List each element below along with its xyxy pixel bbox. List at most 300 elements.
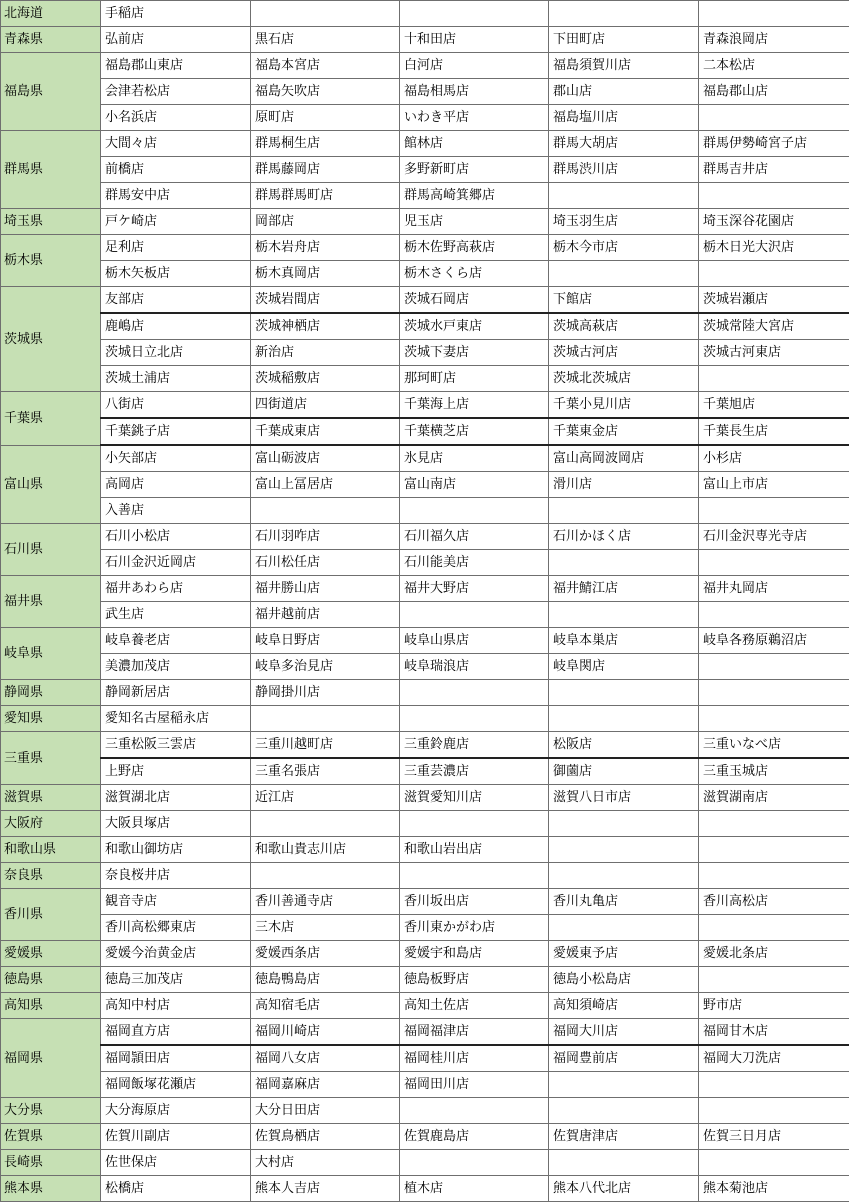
empty-cell bbox=[549, 602, 699, 628]
store-cell: 下館店 bbox=[549, 287, 699, 314]
prefecture-cell: 茨城県 bbox=[1, 287, 101, 392]
prefecture-cell: 北海道 bbox=[1, 1, 101, 27]
store-cell: 徳島小松島店 bbox=[549, 967, 699, 993]
store-cell: 奈良桜井店 bbox=[101, 863, 251, 889]
store-cell: 岐阜関店 bbox=[549, 654, 699, 680]
store-cell: 香川坂出店 bbox=[400, 889, 549, 915]
store-cell: 香川東かがわ店 bbox=[400, 915, 549, 941]
store-cell: 三重松阪三雲店 bbox=[101, 732, 251, 759]
empty-cell bbox=[699, 967, 849, 993]
store-cell: 千葉旭店 bbox=[699, 392, 849, 419]
prefecture-cell: 佐賀県 bbox=[1, 1124, 101, 1150]
prefecture-cell: 高知県 bbox=[1, 993, 101, 1019]
store-cell: 熊本八代北店 bbox=[549, 1176, 699, 1202]
prefecture-cell: 福岡県 bbox=[1, 1019, 101, 1098]
empty-cell bbox=[549, 550, 699, 576]
table-row bbox=[1, 445, 849, 472]
empty-cell bbox=[400, 602, 549, 628]
store-cell: 栃木日光大沢店 bbox=[699, 235, 849, 261]
prefecture-cell: 埼玉県 bbox=[1, 209, 101, 235]
empty-cell bbox=[699, 1150, 849, 1176]
store-cell: 茨城稲敷店 bbox=[251, 366, 400, 392]
table-row bbox=[1, 915, 849, 941]
store-cell: 佐賀鹿島店 bbox=[400, 1124, 549, 1150]
store-cell: 高岡店 bbox=[101, 472, 251, 498]
table-row bbox=[1, 1098, 849, 1124]
empty-cell bbox=[699, 915, 849, 941]
table-row bbox=[1, 811, 849, 837]
store-cell: 滋賀八日市店 bbox=[549, 785, 699, 811]
table-row bbox=[1, 758, 849, 785]
store-cell: 福島本宮店 bbox=[251, 53, 400, 79]
store-cell: 岐阜各務原鵜沼店 bbox=[699, 628, 849, 654]
store-cell: 群馬伊勢崎宮子店 bbox=[699, 131, 849, 157]
table-row bbox=[1, 261, 849, 287]
store-cell: 群馬藤岡店 bbox=[251, 157, 400, 183]
store-cell: 小矢部店 bbox=[101, 445, 251, 472]
empty-cell bbox=[699, 183, 849, 209]
store-cell: 和歌山岩出店 bbox=[400, 837, 549, 863]
store-cell: 茨城高萩店 bbox=[549, 313, 699, 340]
store-cell: 香川善通寺店 bbox=[251, 889, 400, 915]
prefecture-cell: 石川県 bbox=[1, 524, 101, 576]
store-cell: 三重玉城店 bbox=[699, 758, 849, 785]
prefecture-cell: 福島県 bbox=[1, 53, 101, 131]
table-row bbox=[1, 287, 849, 314]
store-cell: 武生店 bbox=[101, 602, 251, 628]
store-cell: 黒石店 bbox=[251, 27, 400, 53]
store-cell: 大分日田店 bbox=[251, 1098, 400, 1124]
empty-cell bbox=[251, 1, 400, 27]
store-cell: 高知須崎店 bbox=[549, 993, 699, 1019]
store-cell: 徳島三加茂店 bbox=[101, 967, 251, 993]
store-cell: 原町店 bbox=[251, 105, 400, 131]
store-cell: 香川高松郷東店 bbox=[101, 915, 251, 941]
store-cell: 千葉海上店 bbox=[400, 392, 549, 419]
store-cell: 石川福久店 bbox=[400, 524, 549, 550]
store-cell: 前橋店 bbox=[101, 157, 251, 183]
table-row bbox=[1, 53, 849, 79]
table-row bbox=[1, 418, 849, 445]
store-list-body bbox=[1, 1, 849, 1202]
store-cell: 群馬安中店 bbox=[101, 183, 251, 209]
empty-cell bbox=[251, 863, 400, 889]
store-cell: 福岡桂川店 bbox=[400, 1045, 549, 1072]
empty-cell bbox=[251, 498, 400, 524]
store-cell: 鹿嶋店 bbox=[101, 313, 251, 340]
table-row bbox=[1, 392, 849, 419]
store-cell: 静岡新居店 bbox=[101, 680, 251, 706]
store-cell: 三重川越町店 bbox=[251, 732, 400, 759]
store-cell: 石川金沢近岡店 bbox=[101, 550, 251, 576]
table-row bbox=[1, 967, 849, 993]
store-cell: 観音寺店 bbox=[101, 889, 251, 915]
store-cell: 茨城神栖店 bbox=[251, 313, 400, 340]
store-cell: 戸ケ崎店 bbox=[101, 209, 251, 235]
store-cell: 滋賀湖南店 bbox=[699, 785, 849, 811]
store-cell: 千葉小見川店 bbox=[549, 392, 699, 419]
store-cell: 栃木真岡店 bbox=[251, 261, 400, 287]
store-cell: 徳島板野店 bbox=[400, 967, 549, 993]
empty-cell bbox=[549, 1098, 699, 1124]
store-cell: 三重鈴鹿店 bbox=[400, 732, 549, 759]
store-cell: 大間々店 bbox=[101, 131, 251, 157]
store-cell: 佐賀唐津店 bbox=[549, 1124, 699, 1150]
store-cell: 愛媛東予店 bbox=[549, 941, 699, 967]
empty-cell bbox=[699, 261, 849, 287]
store-cell: 千葉成東店 bbox=[251, 418, 400, 445]
prefecture-cell: 三重県 bbox=[1, 732, 101, 785]
store-cell: 茨城北茨城店 bbox=[549, 366, 699, 392]
store-cell: 茨城日立北店 bbox=[101, 340, 251, 366]
empty-cell bbox=[699, 602, 849, 628]
empty-cell bbox=[699, 654, 849, 680]
store-cell: 栃木今市店 bbox=[549, 235, 699, 261]
table-row bbox=[1, 183, 849, 209]
store-cell: 氷見店 bbox=[400, 445, 549, 472]
store-cell: 岐阜養老店 bbox=[101, 628, 251, 654]
store-cell: 福井大野店 bbox=[400, 576, 549, 602]
table-row bbox=[1, 1176, 849, 1202]
store-cell: 入善店 bbox=[101, 498, 251, 524]
empty-cell bbox=[699, 837, 849, 863]
table-row bbox=[1, 472, 849, 498]
store-cell: 大分海原店 bbox=[101, 1098, 251, 1124]
table-row bbox=[1, 1019, 849, 1046]
empty-cell bbox=[699, 1072, 849, 1098]
empty-cell bbox=[400, 706, 549, 732]
store-cell: 福岡大刀洗店 bbox=[699, 1045, 849, 1072]
empty-cell bbox=[549, 183, 699, 209]
prefecture-cell: 和歌山県 bbox=[1, 837, 101, 863]
store-cell: 高知土佐店 bbox=[400, 993, 549, 1019]
store-cell: 富山南店 bbox=[400, 472, 549, 498]
prefecture-cell: 岐阜県 bbox=[1, 628, 101, 680]
table-row bbox=[1, 27, 849, 53]
store-cell: 茨城石岡店 bbox=[400, 287, 549, 314]
store-cell: 福井越前店 bbox=[251, 602, 400, 628]
store-cell: 大阪貝塚店 bbox=[101, 811, 251, 837]
store-cell: 四街道店 bbox=[251, 392, 400, 419]
store-cell: 那珂町店 bbox=[400, 366, 549, 392]
empty-cell bbox=[400, 863, 549, 889]
store-cell: 福岡福津店 bbox=[400, 1019, 549, 1046]
store-cell: 三重名張店 bbox=[251, 758, 400, 785]
store-cell: 徳島鴨島店 bbox=[251, 967, 400, 993]
store-cell: 石川小松店 bbox=[101, 524, 251, 550]
store-cell: いわき平店 bbox=[400, 105, 549, 131]
empty-cell bbox=[400, 1, 549, 27]
store-cell: 茨城古河店 bbox=[549, 340, 699, 366]
table-row bbox=[1, 602, 849, 628]
empty-cell bbox=[549, 915, 699, 941]
store-cell: 福岡直方店 bbox=[101, 1019, 251, 1046]
table-row bbox=[1, 340, 849, 366]
prefecture-cell: 静岡県 bbox=[1, 680, 101, 706]
empty-cell bbox=[699, 550, 849, 576]
store-cell: 愛媛今治黄金店 bbox=[101, 941, 251, 967]
table-row bbox=[1, 1, 849, 27]
store-cell: 千葉東金店 bbox=[549, 418, 699, 445]
store-cell: 松阪店 bbox=[549, 732, 699, 759]
store-cell: 茨城下妻店 bbox=[400, 340, 549, 366]
empty-cell bbox=[699, 863, 849, 889]
prefecture-cell: 滋賀県 bbox=[1, 785, 101, 811]
table-row bbox=[1, 680, 849, 706]
empty-cell bbox=[699, 1, 849, 27]
store-cell: 茨城水戸東店 bbox=[400, 313, 549, 340]
store-cell: 友部店 bbox=[101, 287, 251, 314]
empty-cell bbox=[549, 1072, 699, 1098]
store-cell: 岐阜山県店 bbox=[400, 628, 549, 654]
store-cell: 福島塩川店 bbox=[549, 105, 699, 131]
store-cell: 愛媛西条店 bbox=[251, 941, 400, 967]
store-cell: 静岡掛川店 bbox=[251, 680, 400, 706]
table-row bbox=[1, 1045, 849, 1072]
store-cell: 岐阜日野店 bbox=[251, 628, 400, 654]
prefecture-cell: 奈良県 bbox=[1, 863, 101, 889]
store-cell: 福岡甘木店 bbox=[699, 1019, 849, 1046]
store-cell: 多野新町店 bbox=[400, 157, 549, 183]
store-cell: 福島郡山東店 bbox=[101, 53, 251, 79]
store-cell: 十和田店 bbox=[400, 27, 549, 53]
store-cell: 上野店 bbox=[101, 758, 251, 785]
table-row bbox=[1, 889, 849, 915]
store-cell: 群馬吉井店 bbox=[699, 157, 849, 183]
empty-cell bbox=[549, 837, 699, 863]
table-row bbox=[1, 524, 849, 550]
store-cell: 岐阜本巣店 bbox=[549, 628, 699, 654]
store-cell: 足利店 bbox=[101, 235, 251, 261]
store-cell: 新治店 bbox=[251, 340, 400, 366]
store-cell: 福井丸岡店 bbox=[699, 576, 849, 602]
empty-cell bbox=[400, 1098, 549, 1124]
prefecture-cell: 大分県 bbox=[1, 1098, 101, 1124]
store-cell: 茨城岩瀬店 bbox=[699, 287, 849, 314]
prefecture-cell: 長崎県 bbox=[1, 1150, 101, 1176]
empty-cell bbox=[400, 1150, 549, 1176]
table-row bbox=[1, 863, 849, 889]
store-cell: 福島郡山店 bbox=[699, 79, 849, 105]
store-cell: 高知中村店 bbox=[101, 993, 251, 1019]
table-row bbox=[1, 628, 849, 654]
store-cell: 富山上冨居店 bbox=[251, 472, 400, 498]
table-row bbox=[1, 131, 849, 157]
store-cell: 小名浜店 bbox=[101, 105, 251, 131]
table-row bbox=[1, 785, 849, 811]
store-cell: 野市店 bbox=[699, 993, 849, 1019]
store-cell: 群馬渋川店 bbox=[549, 157, 699, 183]
store-cell: 福井あわら店 bbox=[101, 576, 251, 602]
prefecture-cell: 愛知県 bbox=[1, 706, 101, 732]
table-row bbox=[1, 1072, 849, 1098]
empty-cell bbox=[549, 811, 699, 837]
store-cell: 茨城古河東店 bbox=[699, 340, 849, 366]
table-row bbox=[1, 837, 849, 863]
store-cell: 御薗店 bbox=[549, 758, 699, 785]
empty-cell bbox=[699, 366, 849, 392]
empty-cell bbox=[699, 498, 849, 524]
store-cell: 石川松任店 bbox=[251, 550, 400, 576]
prefecture-cell: 福井県 bbox=[1, 576, 101, 628]
store-cell: 愛媛宇和島店 bbox=[400, 941, 549, 967]
store-cell: 千葉横芝店 bbox=[400, 418, 549, 445]
empty-cell bbox=[400, 680, 549, 706]
empty-cell bbox=[549, 680, 699, 706]
store-cell: 佐賀三日月店 bbox=[699, 1124, 849, 1150]
store-cell: 栃木矢板店 bbox=[101, 261, 251, 287]
store-cell: 手稲店 bbox=[101, 1, 251, 27]
store-cell: 佐賀鳥栖店 bbox=[251, 1124, 400, 1150]
store-cell: 館林店 bbox=[400, 131, 549, 157]
store-cell: 福井勝山店 bbox=[251, 576, 400, 602]
table-row bbox=[1, 105, 849, 131]
store-cell: 大村店 bbox=[251, 1150, 400, 1176]
empty-cell bbox=[549, 1150, 699, 1176]
store-cell: 小杉店 bbox=[699, 445, 849, 472]
prefecture-cell: 愛媛県 bbox=[1, 941, 101, 967]
table-row bbox=[1, 993, 849, 1019]
store-cell: 和歌山貴志川店 bbox=[251, 837, 400, 863]
store-cell: 熊本菊池店 bbox=[699, 1176, 849, 1202]
table-row bbox=[1, 1150, 849, 1176]
store-cell: 栃木さくら店 bbox=[400, 261, 549, 287]
empty-cell bbox=[549, 1, 699, 27]
store-cell: 白河店 bbox=[400, 53, 549, 79]
store-cell: 和歌山御坊店 bbox=[101, 837, 251, 863]
prefecture-cell: 熊本県 bbox=[1, 1176, 101, 1202]
store-cell: 千葉長生店 bbox=[699, 418, 849, 445]
empty-cell bbox=[549, 261, 699, 287]
store-cell: 群馬群馬町店 bbox=[251, 183, 400, 209]
table-row bbox=[1, 498, 849, 524]
store-cell: 会津若松店 bbox=[101, 79, 251, 105]
store-cell: 埼玉羽生店 bbox=[549, 209, 699, 235]
store-cell: 植木店 bbox=[400, 1176, 549, 1202]
store-cell: 滋賀愛知川店 bbox=[400, 785, 549, 811]
store-cell: 福島矢吹店 bbox=[251, 79, 400, 105]
store-cell: 石川金沢専光寺店 bbox=[699, 524, 849, 550]
store-cell: 福岡川崎店 bbox=[251, 1019, 400, 1046]
store-cell: 八街店 bbox=[101, 392, 251, 419]
empty-cell bbox=[699, 811, 849, 837]
table-row bbox=[1, 366, 849, 392]
empty-cell bbox=[251, 706, 400, 732]
store-cell: 三重芸濃店 bbox=[400, 758, 549, 785]
empty-cell bbox=[699, 105, 849, 131]
store-cell: 福井鯖江店 bbox=[549, 576, 699, 602]
store-cell: 富山高岡波岡店 bbox=[549, 445, 699, 472]
empty-cell bbox=[400, 498, 549, 524]
empty-cell bbox=[549, 498, 699, 524]
store-cell: 栃木佐野高萩店 bbox=[400, 235, 549, 261]
store-cell: 福岡飯塚花瀬店 bbox=[101, 1072, 251, 1098]
table-row bbox=[1, 706, 849, 732]
store-cell: 三重いなべ店 bbox=[699, 732, 849, 759]
empty-cell bbox=[699, 1098, 849, 1124]
table-row bbox=[1, 732, 849, 759]
store-cell: 香川高松店 bbox=[699, 889, 849, 915]
table-row bbox=[1, 941, 849, 967]
store-cell: 福島須賀川店 bbox=[549, 53, 699, 79]
store-cell: 佐世保店 bbox=[101, 1150, 251, 1176]
store-cell: 栃木岩舟店 bbox=[251, 235, 400, 261]
store-cell: 富山砺波店 bbox=[251, 445, 400, 472]
store-cell: 千葉銚子店 bbox=[101, 418, 251, 445]
store-cell: 児玉店 bbox=[400, 209, 549, 235]
empty-cell bbox=[549, 863, 699, 889]
store-cell: 香川丸亀店 bbox=[549, 889, 699, 915]
store-cell: 二本松店 bbox=[699, 53, 849, 79]
store-cell: 松橋店 bbox=[101, 1176, 251, 1202]
table-row bbox=[1, 79, 849, 105]
store-cell: 下田町店 bbox=[549, 27, 699, 53]
prefecture-cell: 大阪府 bbox=[1, 811, 101, 837]
table-row bbox=[1, 157, 849, 183]
store-cell: 愛媛北条店 bbox=[699, 941, 849, 967]
table-row bbox=[1, 654, 849, 680]
empty-cell bbox=[549, 706, 699, 732]
prefecture-cell: 香川県 bbox=[1, 889, 101, 941]
table-row bbox=[1, 235, 849, 261]
store-cell: 福岡頴田店 bbox=[101, 1045, 251, 1072]
store-cell: 茨城岩間店 bbox=[251, 287, 400, 314]
store-cell: 福島相馬店 bbox=[400, 79, 549, 105]
prefecture-cell: 徳島県 bbox=[1, 967, 101, 993]
prefecture-cell: 千葉県 bbox=[1, 392, 101, 446]
store-cell: 岐阜多治見店 bbox=[251, 654, 400, 680]
store-cell: 富山上市店 bbox=[699, 472, 849, 498]
store-cell: 福岡豊前店 bbox=[549, 1045, 699, 1072]
store-cell: 群馬桐生店 bbox=[251, 131, 400, 157]
store-cell: 滑川店 bbox=[549, 472, 699, 498]
store-cell: 石川能美店 bbox=[400, 550, 549, 576]
table-row bbox=[1, 576, 849, 602]
store-cell: 滋賀湖北店 bbox=[101, 785, 251, 811]
prefecture-cell: 栃木県 bbox=[1, 235, 101, 287]
empty-cell bbox=[251, 811, 400, 837]
table-row bbox=[1, 209, 849, 235]
table-row bbox=[1, 550, 849, 576]
store-cell: 福岡八女店 bbox=[251, 1045, 400, 1072]
store-cell: 美濃加茂店 bbox=[101, 654, 251, 680]
store-cell: 茨城土浦店 bbox=[101, 366, 251, 392]
store-cell: 三木店 bbox=[251, 915, 400, 941]
store-cell: 岐阜瑞浪店 bbox=[400, 654, 549, 680]
store-cell: 高知宿毛店 bbox=[251, 993, 400, 1019]
store-cell: 青森浪岡店 bbox=[699, 27, 849, 53]
store-cell: 福岡嘉麻店 bbox=[251, 1072, 400, 1098]
store-cell: 岡部店 bbox=[251, 209, 400, 235]
store-cell: 福岡大川店 bbox=[549, 1019, 699, 1046]
store-cell: 群馬大胡店 bbox=[549, 131, 699, 157]
empty-cell bbox=[699, 680, 849, 706]
store-cell: 佐賀川副店 bbox=[101, 1124, 251, 1150]
store-cell: 熊本人吉店 bbox=[251, 1176, 400, 1202]
store-cell: 茨城常陸大宮店 bbox=[699, 313, 849, 340]
store-cell: 石川羽咋店 bbox=[251, 524, 400, 550]
store-cell: 福岡田川店 bbox=[400, 1072, 549, 1098]
table-row bbox=[1, 313, 849, 340]
store-cell: 近江店 bbox=[251, 785, 400, 811]
empty-cell bbox=[699, 706, 849, 732]
prefecture-cell: 青森県 bbox=[1, 27, 101, 53]
table-row bbox=[1, 1124, 849, 1150]
store-cell: 愛知名古屋稲永店 bbox=[101, 706, 251, 732]
store-cell: 群馬高崎箕郷店 bbox=[400, 183, 549, 209]
prefecture-cell: 群馬県 bbox=[1, 131, 101, 209]
store-cell: 石川かほく店 bbox=[549, 524, 699, 550]
